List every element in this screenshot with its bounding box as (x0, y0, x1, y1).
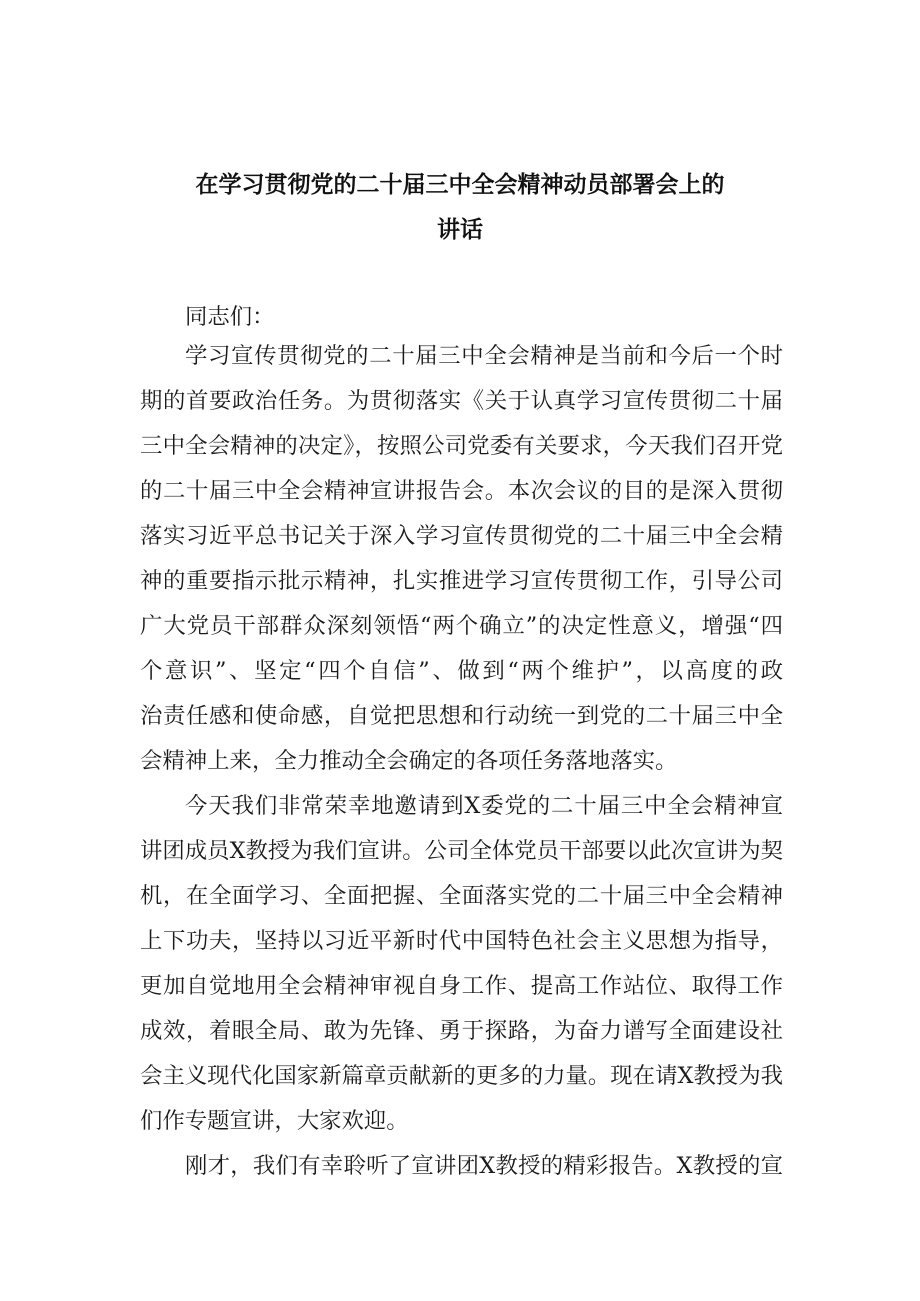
paragraph-line: 更加自觉地用全会精神审视自身工作、提高工作站位、取得工作 (140, 973, 783, 999)
paragraph-line: 的二十届三中全会精神宣讲报告会。本次会议的目的是深入贯彻 (140, 478, 783, 504)
paragraph-line: 治责任感和使命感，自觉把思想和行动统一到党的二十届三中全 (140, 703, 783, 729)
paragraph-line: 学习宣传贯彻党的二十届三中全会精神是当前和今后一个时 (185, 343, 783, 369)
document-title-line-1: 在学习贯彻党的二十届三中全会精神动员部署会上的 (195, 172, 725, 198)
paragraph-line: 个意识”、坚定“四个自信”、做到“两个维护”，以高度的政 (140, 658, 783, 684)
salutation: 同志们： (185, 304, 275, 330)
paragraph-line: 上下功夫，坚持以习近平新时代中国特色社会主义思想为指导， (140, 928, 783, 954)
paragraph-line: 神的重要指示批示精神，扎实推进学习宣传贯彻工作，引导公司 (140, 568, 783, 594)
paragraph-line: 会精神上来，全力推动全会确定的各项任务落地落实。 (140, 748, 678, 774)
paragraph-line: 广大党员干部群众深刻领悟“两个确立”的决定性意义，增强“四 (140, 613, 783, 639)
paragraph-line: 今天我们非常荣幸地邀请到X委党的二十届三中全会精神宣 (185, 793, 783, 819)
paragraph-line: 期的首要政治任务。为贯彻落实《关于认真学习宣传贯彻二十届 (140, 388, 783, 414)
paragraph-line: 三中全会精神的决定》，按照公司党委有关要求，今天我们召开党 (140, 433, 783, 459)
paragraph-line: 落实习近平总书记关于深入学习宣传贯彻党的二十届三中全会精 (140, 523, 783, 549)
paragraph-line: 刚才，我们有幸聆听了宣讲团X教授的精彩报告。X教授的宣 (185, 1153, 783, 1179)
paragraph-line: 机，在全面学习、全面把握、全面落实党的二十届三中全会精神 (140, 883, 783, 909)
paragraph-line: 会主义现代化国家新篇章贡献新的更多的力量。现在请X教授为我 (140, 1063, 783, 1089)
paragraph-line: 成效，着眼全局、敢为先锋、勇于探路，为奋力谱写全面建设社 (140, 1018, 783, 1044)
document-title-line-2: 讲话 (437, 217, 483, 243)
paragraph-line: 们作专题宣讲，大家欢迎。 (140, 1108, 409, 1134)
paragraph-line: 讲团成员X教授为我们宣讲。公司全体党员干部要以此次宣讲为契 (140, 838, 783, 864)
